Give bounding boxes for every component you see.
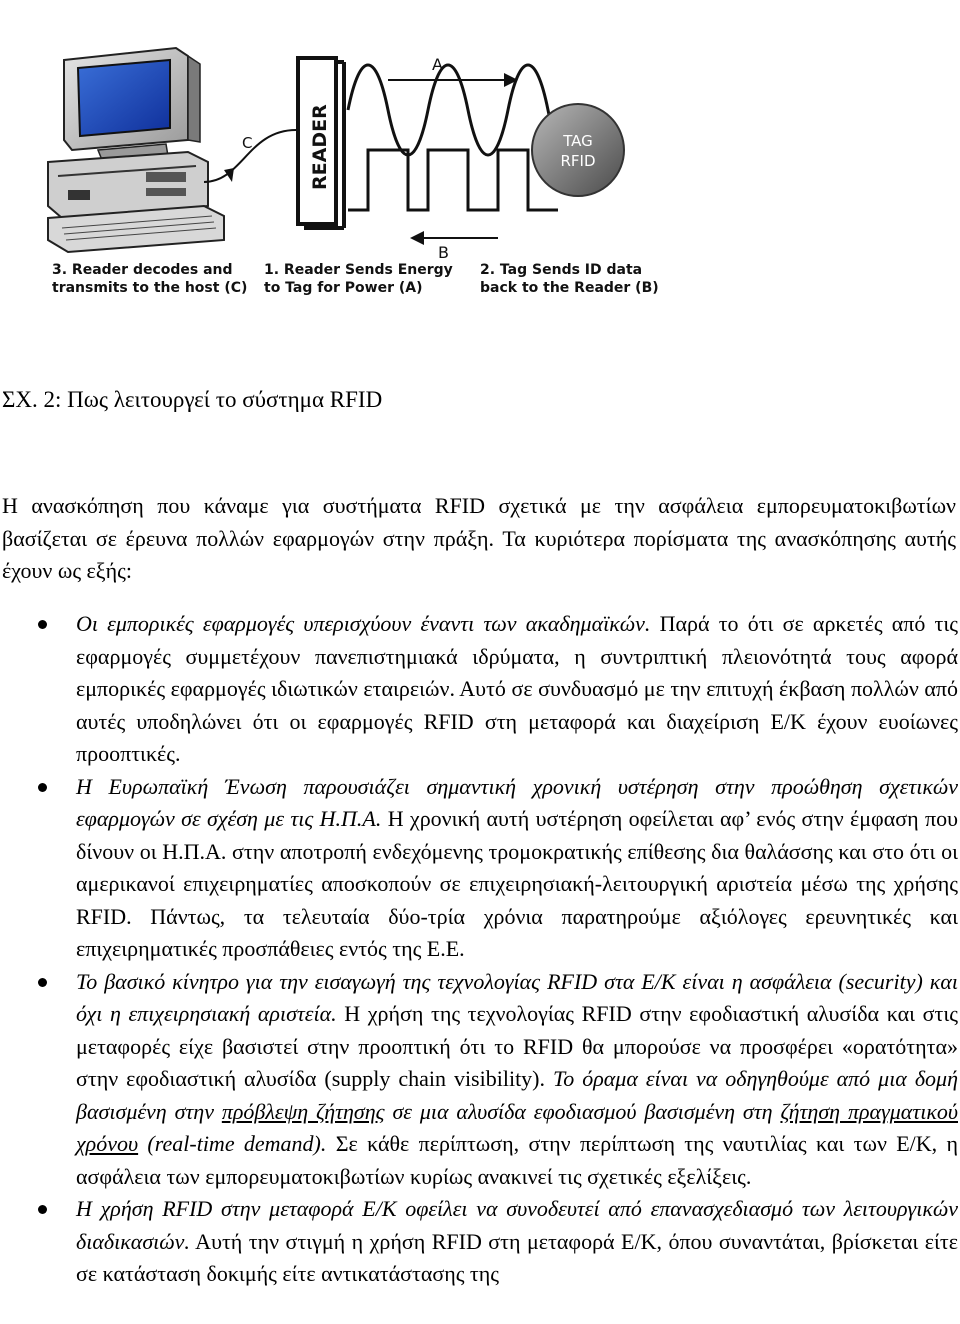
finding-italic-text: σε μια αλυσίδα εφοδιασμού βασισμένη στη <box>384 1098 781 1124</box>
bullet-icon <box>38 620 47 629</box>
figure-caption: ΣΧ. 2: Πως λειτουργεί το σύστημα RFID <box>2 387 383 412</box>
computer-base-icon <box>48 152 224 252</box>
label-c: C <box>242 134 253 152</box>
list-item <box>0 966 958 1194</box>
finding-italic-text: (real-time demand). <box>138 1131 327 1156</box>
finding-heading: Η χρήση RFID στην μεταφορά Ε/Κ οφείλει να συνοδευτεί από επανασχεδιασμό των λειτουργικών διαδικασιών. <box>76 1196 958 1254</box>
label-a: A <box>432 55 443 74</box>
finding-underlined-term: ζήτηση πραγματικού χρόνου <box>76 1098 958 1156</box>
finding-text: Η χρονική αυτή υστέρηση οφείλεται αφ’ ενός στην έμφαση που δίνουν οι Η.Π.Α. στην αποτροπή ενδεχόμενης τρομοκρατικής επίθεσης δια θαλάσσης και στο ότι οι αμερικανοί επιχειρηματίες αποσκοπούν σε επιχειρησιακή-λειτουργική αριστεία μέσω της χρήσης RFID. Πάντως, τα τελευταία δύο-τρία χρόνια παρατηρούμε αξιόλογες ερευνητικές και επιχειρηματικές προσπάθειες εντός της Ε.Ε. <box>76 806 958 961</box>
label-b: B <box>438 243 449 262</box>
bullet-icon <box>38 783 47 792</box>
reader-device <box>298 58 344 228</box>
step1-line2: to Tag for Power (A) <box>264 280 423 296</box>
list-item <box>0 608 958 771</box>
bullet-icon <box>38 978 47 987</box>
finding-heading: Οι εμπορικές εφαρμογές υπερισχύουν έναντι των ακαδημαϊκών. <box>76 611 651 636</box>
step3-line1: 3. Reader decodes and <box>52 262 233 278</box>
step1-line1: 1. Reader Sends Energy <box>264 262 453 278</box>
finding-heading: Το βασικό κίνητρο για την εισαγωγή της τεχνολογίας RFID στα Ε/Κ είναι η ασφάλεια (security) και όχι η επιχειρησιακή αριστεία. <box>76 968 958 1026</box>
step2-line2: back to the Reader (B) <box>480 280 659 296</box>
intro-paragraph: Η ανασκόπηση που κάναμε για συστήματα RFID σχετικά με την ασφάλεια εμπορευματοκιβωτίων βασίζεται σε έρευνα πολλών εφαρμογών στην πράξη. Τα κυριότερα πορίσματα της ανασκόπησης αυτής έχουν ως εξής: <box>2 493 956 583</box>
rfid-diagram-svg <box>28 0 664 360</box>
step3-line2: transmits to the host (C) <box>52 280 248 296</box>
findings-list <box>0 608 958 1291</box>
tag-rfid-label: RFID <box>560 152 596 170</box>
list-item <box>0 1193 958 1291</box>
finding-text: Σε κάθε περίπτωση, στην περίπτωση της ναυτιλίας και των Ε/Κ, η ασφάλεια των εμπορευματοκιβωτίων κυρίως ανακινεί τις σχετικές εξελίξεις. <box>76 1131 958 1189</box>
list-item <box>0 771 958 966</box>
finding-text: Η χρήση της τεχνολογίας RFID στην εφοδιαστική αλυσίδα και στις μεταφορές είχε βασιστεί στην προοπτική ότι το RFID θα μπορούσε να προσφέρει «ορατότητα» στην εφοδιαστική αλυσίδα (supply chain visibility). <box>76 1001 958 1091</box>
finding-text: Παρά το ότι σε αρκετές από τις εφαρμογές συμμετέχουν πανεπιστημιακά ιδρύματα, η συντριπτική πλειονότητά τους αφορά εμπορικές εφαρμογές ιδιωτικών εταιρειών. Αυτό σε συνδυασμό με την επιτυχή έκβαση πολλών από αυτές υποδηλώνει ότι οι εφαρμογές RFID στη μεταφορά και διαχείριση Ε/Κ έχουν ευοίωνες προοπτικές. <box>76 611 959 766</box>
tag-label: TAG <box>563 132 593 150</box>
finding-heading: Η Ευρωπαϊκή Ένωση παρουσιάζει σημαντική χρονική υστέρηση στην προώθηση σχετικών εφαρμογών σε σχέση με τις Η.Π.Α. <box>76 773 958 831</box>
bullet-icon <box>38 1205 47 1214</box>
reader-label: READER <box>309 104 331 190</box>
rfid-diagram <box>28 0 664 360</box>
finding-italic-text: Το όραμα είναι να οδηγηθούμε από μια δομή βασισμένη στην <box>76 1066 959 1124</box>
finding-text: Αυτή την στιγμή η χρήση RFID στη μεταφορά Ε/Κ, όπου συναντάται, βρίσκεται είτε σε κατάσταση δοκιμής είτε αντικατάστασης της <box>76 1228 958 1286</box>
finding-underlined-term: πρόβλεψη ζήτησης <box>221 1098 385 1124</box>
step2-line1: 2. Tag Sends ID data <box>480 262 643 278</box>
rfid-tag <box>532 104 624 196</box>
